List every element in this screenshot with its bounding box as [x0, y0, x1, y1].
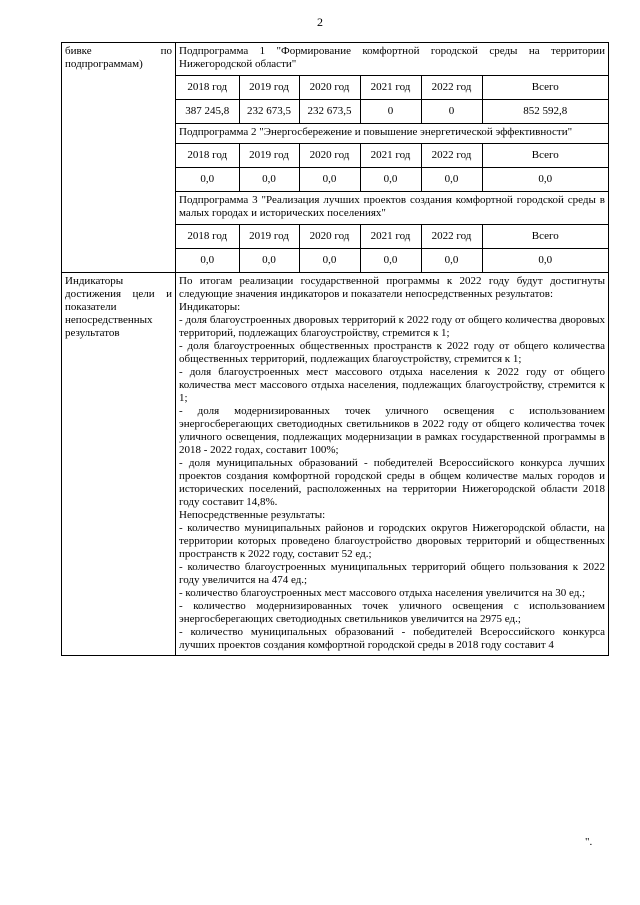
total-header: Всего — [482, 76, 608, 100]
year-header: 2019 год — [239, 144, 299, 168]
programs-cell — [176, 43, 609, 273]
year-value: 0,0 — [239, 249, 299, 273]
program-3-years-table — [176, 224, 608, 272]
list-item: - количество благоустроенных мест массового отдыха населения увеличится на 30 ед.; — [179, 587, 586, 599]
year-header: 2019 год — [239, 225, 299, 249]
financing-row — [62, 43, 609, 273]
program-2-header-row — [176, 144, 608, 168]
year-header: 2022 год — [421, 225, 482, 249]
year-value: 0,0 — [421, 168, 482, 192]
year-value: 0,0 — [176, 168, 239, 192]
list-item: - доля муниципальных образований - победителей Всероссийского конкурса лучших проектов создания комфортной городской среды в общем количестве малых городов и исторических поселений, расположенных на территории Нижегородской области 2018 году составит 14,8%. — [179, 457, 605, 508]
closing-quote-mark: ". — [585, 836, 593, 848]
year-value: 387 245,8 — [176, 100, 239, 124]
year-header: 2021 год — [360, 76, 421, 100]
list-item: - количество благоустроенных муниципальных территорий общего пользования к 2022 году увеличится на 474 ед.; — [179, 561, 605, 586]
financing-label: бивке по подпрограммам) — [65, 45, 172, 70]
total-header: Всего — [482, 225, 608, 249]
list-item: - доля благоустроенных дворовых территорий к 2022 году от общего количества дворовых территорий, подлежащих благоустройству, стремится к 1; — [179, 314, 605, 339]
list-item: - доля благоустроенных общественных пространств к 2022 году от общего количества общественных территорий, подлежащих благоустройству, стремится к 1; — [179, 340, 605, 365]
year-header: 2018 год — [176, 144, 239, 168]
year-value: 0,0 — [239, 168, 299, 192]
paragraph: Индикаторы: — [179, 301, 241, 313]
year-value: 232 673,5 — [239, 100, 299, 124]
list-item: - количество муниципальных районов и городских округов Нижегородской области, на территории которых проведено благоустройство дворовых территорий и общественных пространств к 2022 году, составит 52 ед.; — [179, 522, 605, 560]
year-value: 232 673,5 — [299, 100, 360, 124]
program-block-3 — [176, 192, 608, 272]
year-value: 0,0 — [299, 168, 360, 192]
year-header: 2021 год — [360, 144, 421, 168]
list-item: - количество муниципальных образований - победителей Всероссийского конкурса лучших проектов создания комфортной городской среды в 2018 году составит 4 — [179, 626, 605, 651]
program-1-years-table — [176, 75, 608, 124]
year-header: 2019 год — [239, 76, 299, 100]
program-block-2 — [176, 124, 608, 192]
year-header: 2018 год — [176, 76, 239, 100]
year-header: 2018 год — [176, 225, 239, 249]
program-2-title: Подпрограмма 2 "Энергосбережение и повышение энергетической эффективности" — [179, 126, 573, 138]
year-header: 2021 год — [360, 225, 421, 249]
passport-table — [61, 42, 609, 656]
paragraph: По итогам реализации государственной программы к 2022 году будут достигнуты следующие значения индикаторов и показатели непосредственных результатов: — [179, 275, 605, 300]
year-header: 2020 год — [299, 225, 360, 249]
total-header: Всего — [482, 144, 608, 168]
total-value: 0,0 — [482, 168, 608, 192]
list-item: - количество модернизированных точек уличного освещения с использованием энергосберегающих светодиодных светильников увеличится на 2975 ед.; — [179, 600, 605, 625]
program-1-title: Подпрограмма 1 "Формирование комфортной городской среды на территории Нижегородской области" — [179, 45, 605, 70]
year-header: 2022 год — [421, 76, 482, 100]
year-value: 0,0 — [421, 249, 482, 273]
program-2-years-table — [176, 143, 608, 192]
indicators-label-cell — [62, 273, 176, 656]
indicators-label: Индикаторы достижения цели и показатели непосредственных результатов — [65, 275, 172, 339]
program-3-values-row — [176, 249, 608, 273]
program-3-header-row — [176, 225, 608, 249]
program-block-1 — [176, 43, 608, 124]
program-3-title: Подпрограмма 3 "Реализация лучших проектов создания комфортной городской среды в малых городах и исторических поселениях" — [179, 194, 605, 219]
indicators-text — [176, 273, 608, 655]
program-1-header-row — [176, 76, 608, 100]
year-value: 0,0 — [176, 249, 239, 273]
year-value: 0,0 — [360, 168, 421, 192]
program-1-values-row — [176, 100, 608, 124]
year-value: 0,0 — [299, 249, 360, 273]
year-header: 2022 год — [421, 144, 482, 168]
total-value: 852 592,8 — [482, 100, 608, 124]
list-item: - доля модернизированных точек уличного освещения с использованием энергосберегающих светодиодных светильников в 2022 году от общего количества точек уличного освещения, подлежащих модернизации в рамках государственной программы в 2018 - 2022 годах, составит 100%; — [179, 405, 605, 456]
year-value: 0,0 — [360, 249, 421, 273]
year-header: 2020 год — [299, 144, 360, 168]
indicators-content-cell — [176, 273, 609, 656]
total-value: 0,0 — [482, 249, 608, 273]
year-value: 0 — [421, 100, 482, 124]
year-header: 2020 год — [299, 76, 360, 100]
page-number: 2 — [317, 15, 323, 29]
year-value: 0 — [360, 100, 421, 124]
indicators-row — [62, 273, 609, 656]
financing-label-cell — [62, 43, 176, 273]
paragraph: Непосредственные результаты: — [179, 509, 326, 521]
program-2-values-row — [176, 168, 608, 192]
list-item: - доля благоустроенных мест массового отдыха населения к 2022 году от общего количества мест массового отдыха населения, подлежащих благоустройству, стремится к 1; — [179, 366, 605, 404]
